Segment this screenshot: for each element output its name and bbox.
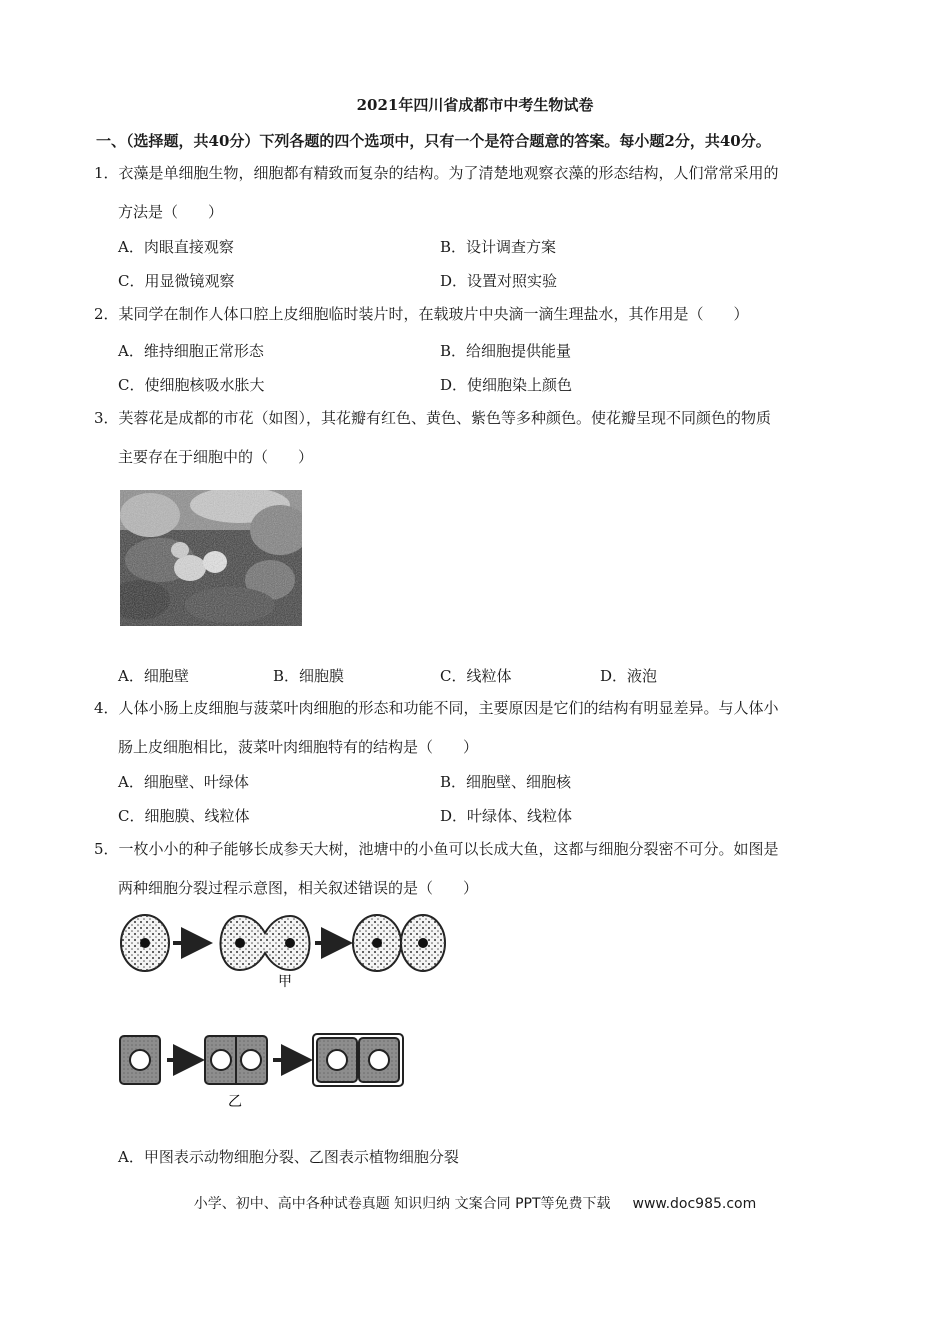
page-title: 2021年四川省成都市中考生物试卷 [356,96,594,114]
question-4-line-1: 4．人体小肠上皮细胞与菠菜叶肉细胞的形态和功能不同，主要原因是它们的结构有明显差异。与人体小 [94,699,779,717]
question-4-option-b: B．细胞壁、细胞核 [440,773,572,791]
question-5-line-1: 5．一枚小小的种子能够长成参天大树，池塘中的小鱼可以长成大鱼，这都与细胞分裂密不可分。如图是 [94,840,779,858]
question-1-line-1: 1．衣藻是单细胞生物，细胞都有精致而复杂的结构。为了清楚地观察衣藻的形态结构，人们常常采用的 [94,164,779,182]
question-3-option-d: D．液泡 [600,667,658,685]
footer-text: 小学、初中、高中各种试卷真题 知识归纳 文案合同 PPT等免费下载 [193,1196,611,1212]
footer-site-link[interactable]: www.doc985.com [632,1196,757,1212]
question-4-option-a: A．细胞壁、叶绿体 [118,773,249,791]
section-heading: 一、（选择题，共40分）下列各题的四个选项中，只有一个是符合题意的答案。每小题2分，共40分。 [96,132,771,150]
question-1-option-d: D．设置对照实验 [440,272,558,290]
question-3-option-c: C．线粒体 [440,667,512,685]
question-1-option-c: C．用显微镜观察 [118,272,235,290]
animal-cell-stage-2 [220,916,309,970]
question-5-line-2: 两种细胞分裂过程示意图，相关叙述错误的是（ ） [118,879,479,897]
question-1-option-a: A．肉眼直接观察 [118,238,234,256]
page-footer [0,1193,950,1213]
plant-cell-stage-3 [313,1034,403,1086]
question-3-line-2: 主要存在于细胞中的（ ） [118,448,314,466]
question-4-line-2: 肠上皮细胞相比，菠菜叶肉细胞特有的结构是（ ） [118,738,479,756]
question-4-option-c: C．细胞膜、线粒体 [118,807,250,825]
diagram-label-jia: 甲 [278,974,292,988]
question-1-line-2: 方法是（ ） [118,203,224,221]
question-4-option-d: D．叶绿体、线粒体 [440,807,573,825]
plant-cell-stage-2 [205,1036,267,1084]
hibiscus-photo [120,490,302,626]
question-3-option-b: B．细胞膜 [273,667,345,685]
question-1-option-b: B．设计调查方案 [440,238,557,256]
question-2-option-a: A．维持细胞正常形态 [118,342,264,360]
question-3-line-1: 3．芙蓉花是成都的市花（如图），其花瓣有红色、黄色、紫色等多种颜色。使花瓣呈现不同颜色的物质 [94,409,772,427]
question-2-option-c: C．使细胞核吸水胀大 [118,376,265,394]
question-2-option-d: D．使细胞染上颜色 [440,376,573,394]
question-5-option-a: A．甲图表示动物细胞分裂、乙图表示植物细胞分裂 [118,1148,459,1166]
plant-cell-stage-1 [120,1036,160,1084]
question-2-line-1: 2．某同学在制作人体口腔上皮细胞临时装片时，在载玻片中央滴一滴生理盐水，其作用是（ ） [94,305,749,323]
animal-cell-division-diagram [115,908,455,988]
animal-cell-stage-3 [353,915,445,971]
plant-cell-division-diagram [115,1028,415,1110]
animal-cell-stage-1 [121,915,169,971]
question-2-option-b: B．给细胞提供能量 [440,342,572,360]
diagram-label-yi: 乙 [228,1094,242,1110]
question-3-option-a: A．细胞壁 [118,667,189,685]
